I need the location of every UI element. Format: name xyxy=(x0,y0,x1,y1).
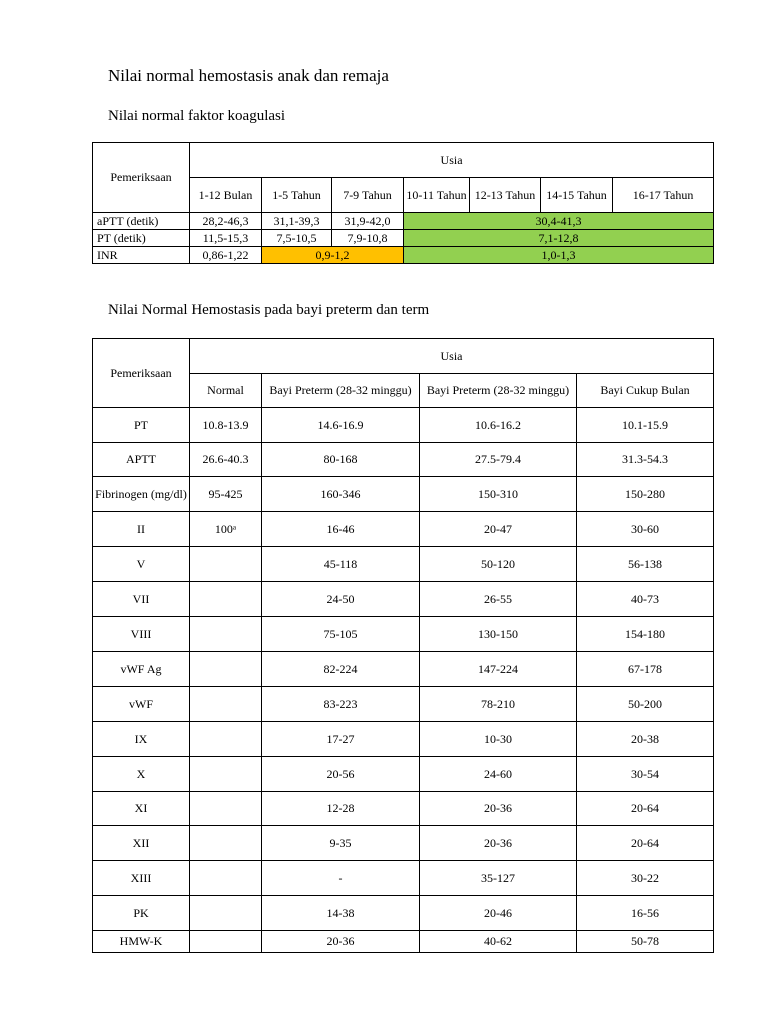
row-label: APTT xyxy=(93,443,190,477)
table-cell xyxy=(190,931,262,953)
table-cell: 20-36 xyxy=(420,826,577,861)
table-cell xyxy=(190,861,262,896)
age-header: 10-11 Tahun xyxy=(404,178,470,213)
row-label: HMW-K xyxy=(93,931,190,953)
table-row xyxy=(93,477,714,512)
row-label: IX xyxy=(93,722,190,757)
table-cell: 31,9-42,0 xyxy=(332,213,404,230)
row-label: PT (detik) xyxy=(93,230,190,247)
row-label: PK xyxy=(93,896,190,931)
age-header: 16-17 Tahun xyxy=(613,178,714,213)
table-row xyxy=(93,408,714,443)
coagulation-factor-table xyxy=(92,142,714,264)
table-cell: 14-38 xyxy=(262,896,420,931)
age-header: 1-12 Bulan xyxy=(190,178,262,213)
table-row xyxy=(93,931,714,953)
table-cell: 16-56 xyxy=(577,896,714,931)
table-row xyxy=(93,792,714,826)
table-cell: 147-224 xyxy=(420,652,577,687)
highlighted-cell: 30,4-41,3 xyxy=(404,213,714,230)
table-cell: 100ᵃ xyxy=(190,512,262,547)
age-header: 1-5 Tahun xyxy=(262,178,332,213)
table-cell: 83-223 xyxy=(262,687,420,722)
table-cell: 26.6-40.3 xyxy=(190,443,262,477)
table-cell: 80-168 xyxy=(262,443,420,477)
row-label: XIII xyxy=(93,861,190,896)
table-cell xyxy=(190,547,262,582)
table-cell: 50-120 xyxy=(420,547,577,582)
table-cell: 130-150 xyxy=(420,617,577,652)
row-label: V xyxy=(93,547,190,582)
table-cell: 20-64 xyxy=(577,792,714,826)
table-cell: 50-200 xyxy=(577,687,714,722)
table-cell: 30-54 xyxy=(577,757,714,792)
table-row xyxy=(93,443,714,477)
table-cell xyxy=(190,757,262,792)
table-cell: 28,2-46,3 xyxy=(190,213,262,230)
table-cell: 20-36 xyxy=(262,931,420,953)
table-cell: 12-28 xyxy=(262,792,420,826)
table-cell xyxy=(190,826,262,861)
table-cell: 78-210 xyxy=(420,687,577,722)
age-header: 14-15 Tahun xyxy=(541,178,613,213)
table-cell: 10.1-15.9 xyxy=(577,408,714,443)
header-pemeriksaan: Pemeriksaan xyxy=(93,143,190,213)
table-row xyxy=(93,582,714,617)
preterm-hemostasis-table xyxy=(92,338,714,953)
table-cell xyxy=(190,582,262,617)
table-cell: 40-62 xyxy=(420,931,577,953)
table-cell: 20-46 xyxy=(420,896,577,931)
table-cell xyxy=(190,896,262,931)
table-row xyxy=(93,896,714,931)
table-cell: 56-138 xyxy=(577,547,714,582)
table-cell: 10.8-13.9 xyxy=(190,408,262,443)
row-label: Fibrinogen (mg/dl) xyxy=(93,477,190,512)
highlighted-cell: 1,0-1,3 xyxy=(404,247,714,264)
table-cell: 0,86-1,22 xyxy=(190,247,262,264)
table-cell: 20-36 xyxy=(420,792,577,826)
table-row xyxy=(93,687,714,722)
table-cell: 40-73 xyxy=(577,582,714,617)
highlighted-cell: 0,9-1,2 xyxy=(262,247,404,264)
table-cell xyxy=(190,792,262,826)
table-cell: 35-127 xyxy=(420,861,577,896)
column-header: Bayi Cukup Bulan xyxy=(577,374,714,408)
table-cell: 11,5-15,3 xyxy=(190,230,262,247)
table-cell: 7,9-10,8 xyxy=(332,230,404,247)
column-header: Normal xyxy=(190,374,262,408)
table-cell: 50-78 xyxy=(577,931,714,953)
table-cell: 75-105 xyxy=(262,617,420,652)
row-label: vWF Ag xyxy=(93,652,190,687)
table-cell: 26-55 xyxy=(420,582,577,617)
table-cell: 160-346 xyxy=(262,477,420,512)
section-title-preterm: Nilai Normal Hemostasis pada bayi preterm dan term xyxy=(108,302,430,318)
table-cell: 82-224 xyxy=(262,652,420,687)
table-row xyxy=(93,512,714,547)
row-label: XII xyxy=(93,826,190,861)
row-label: II xyxy=(93,512,190,547)
table-row xyxy=(93,722,714,757)
table-cell: 7,5-10,5 xyxy=(262,230,332,247)
table-cell: 31.3-54.3 xyxy=(577,443,714,477)
row-label: VII xyxy=(93,582,190,617)
row-label: X xyxy=(93,757,190,792)
table-cell: 20-47 xyxy=(420,512,577,547)
table-row xyxy=(93,757,714,792)
table-cell: 150-280 xyxy=(577,477,714,512)
row-label: VIII xyxy=(93,617,190,652)
header-usia: Usia xyxy=(190,143,714,178)
table-cell: 17-27 xyxy=(262,722,420,757)
table-cell: 27.5-79.4 xyxy=(420,443,577,477)
table-cell: 10.6-16.2 xyxy=(420,408,577,443)
table-cell: 24-50 xyxy=(262,582,420,617)
row-label: XI xyxy=(93,792,190,826)
table-cell: 45-118 xyxy=(262,547,420,582)
header-usia: Usia xyxy=(190,339,714,374)
table-row xyxy=(93,652,714,687)
table-cell: 20-64 xyxy=(577,826,714,861)
document-title: Nilai normal hemostasis anak dan remaja xyxy=(108,66,389,85)
row-label: INR xyxy=(93,247,190,264)
section-title-coagulation: Nilai normal faktor koagulasi xyxy=(108,108,286,124)
table-cell: 20-56 xyxy=(262,757,420,792)
table-cell: 154-180 xyxy=(577,617,714,652)
row-label: PT xyxy=(93,408,190,443)
column-header: Bayi Preterm (28-32 minggu) xyxy=(420,374,577,408)
header-pemeriksaan: Pemeriksaan xyxy=(93,339,190,408)
table-cell: 30-60 xyxy=(577,512,714,547)
table-row xyxy=(93,247,714,264)
table-row xyxy=(93,861,714,896)
table-cell: 14.6-16.9 xyxy=(262,408,420,443)
row-label: vWF xyxy=(93,687,190,722)
row-label: aPTT (detik) xyxy=(93,213,190,230)
table-cell: 150-310 xyxy=(420,477,577,512)
table-row xyxy=(93,213,714,230)
table-cell: 31,1-39,3 xyxy=(262,213,332,230)
table-row xyxy=(93,617,714,652)
table-cell xyxy=(190,722,262,757)
table-cell: 20-38 xyxy=(577,722,714,757)
table-cell xyxy=(190,687,262,722)
column-header: Bayi Preterm (28-32 minggu) xyxy=(262,374,420,408)
table-cell: 30-22 xyxy=(577,861,714,896)
table-cell: 16-46 xyxy=(262,512,420,547)
age-header: 7-9 Tahun xyxy=(332,178,404,213)
table-row xyxy=(93,547,714,582)
table-cell: 9-35 xyxy=(262,826,420,861)
table-row xyxy=(93,826,714,861)
table-cell xyxy=(190,652,262,687)
age-header: 12-13 Tahun xyxy=(470,178,541,213)
table-cell: 24-60 xyxy=(420,757,577,792)
table-cell: - xyxy=(262,861,420,896)
highlighted-cell: 7,1-12,8 xyxy=(404,230,714,247)
table-cell: 10-30 xyxy=(420,722,577,757)
table-cell xyxy=(190,617,262,652)
table-cell: 67-178 xyxy=(577,652,714,687)
table-cell: 95-425 xyxy=(190,477,262,512)
table-row xyxy=(93,230,714,247)
